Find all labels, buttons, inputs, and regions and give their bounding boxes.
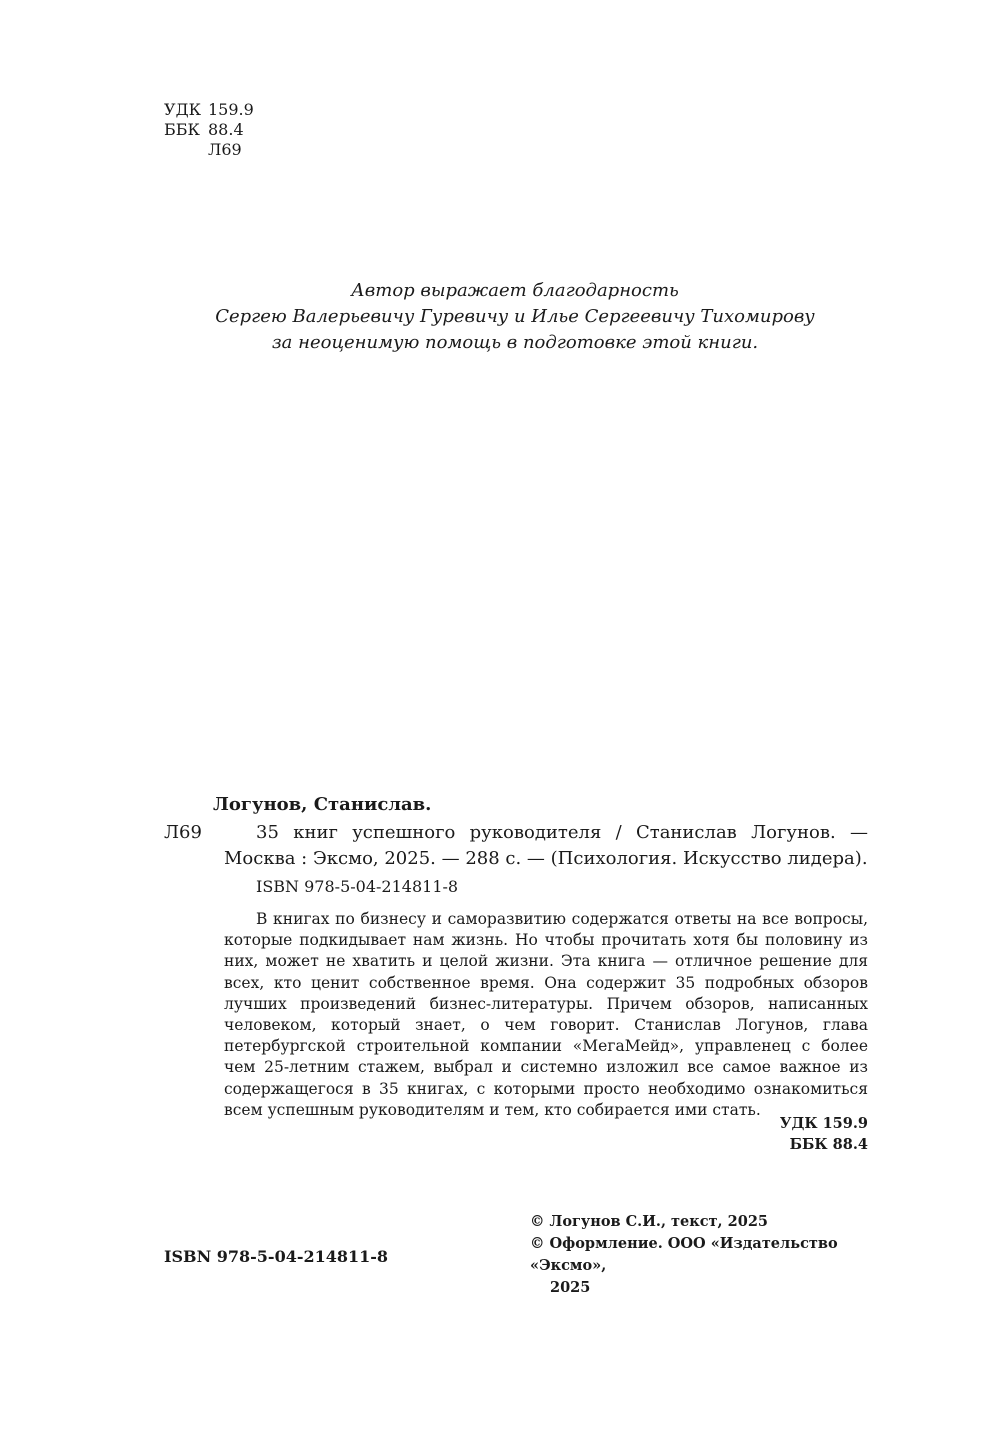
udk-label: УДК [164, 100, 201, 119]
footer-isbn: ISBN 978-5-04-214811-8 [164, 1247, 389, 1266]
annotation-codes [700, 1113, 868, 1155]
author-mark: Л69 [208, 140, 242, 159]
author-mark-row [164, 140, 254, 160]
annotation-bbk: ББК 88.4 [789, 1136, 868, 1153]
dedication-line-3: за неоценимую помощь в подготовке этой книги. [271, 332, 759, 353]
bbk-value: 88.4 [208, 120, 244, 139]
annotation [224, 909, 868, 1121]
bibliographic-description [224, 820, 868, 872]
udk-value: 159.9 [208, 100, 254, 119]
dedication [0, 278, 986, 356]
annotation-text: В книгах по бизнесу и саморазвитию содержатся ответы на все вопросы, которые подкидывает нам жизнь. Но чтобы прочитать хотя бы половину из них, может не хватить и целой жизни. Эта книга — отличное решение для всех, кто ценит собственное время. Она содержит 35 подробных обзоров лучших произведений бизнес-литературы. Причем обзоров, написанных человеком, который знает, о чем говорит. Станислав Логунов, глава петербургской строительной компании «МегаМейд», управленец с более чем 25-летним стажем, выбрал и системно изложил все самое важное из содержащегося в 35 книгах, с которыми просто необходимо ознакомиться всем успешным руководителям и тем, кто собирается ими стать. [224, 910, 868, 1119]
dedication-line-2: Сергею Валерьевичу Гуревичу и Илье Сергеевичу Тихомирову [215, 306, 815, 327]
record-author-mark: Л69 [164, 822, 202, 843]
copyright-block [530, 1211, 890, 1299]
copyright-design: © Оформление. ООО «Издательство «Эксмо», [530, 1235, 838, 1274]
dedication-line-1: Автор выражает благодарность [351, 280, 679, 301]
udk-row [164, 100, 254, 120]
copyright-design-year: 2025 [550, 1279, 591, 1296]
bbk-label: ББК [164, 120, 200, 139]
description-text: 35 книг успешного руководителя / Станислав Логунов. — Москва : Эксмо, 2025. — 288 с. — (Психология. Искусство лидера). [224, 822, 868, 869]
copyright-text: © Логунов С.И., текст, 2025 [530, 1213, 768, 1230]
record-isbn: ISBN 978-5-04-214811-8 [256, 877, 459, 896]
author-heading: Логунов, Станислав. [213, 794, 432, 815]
annotation-udk: УДК 159.9 [779, 1115, 868, 1132]
classification-codes [164, 100, 254, 160]
bbk-row [164, 120, 254, 140]
